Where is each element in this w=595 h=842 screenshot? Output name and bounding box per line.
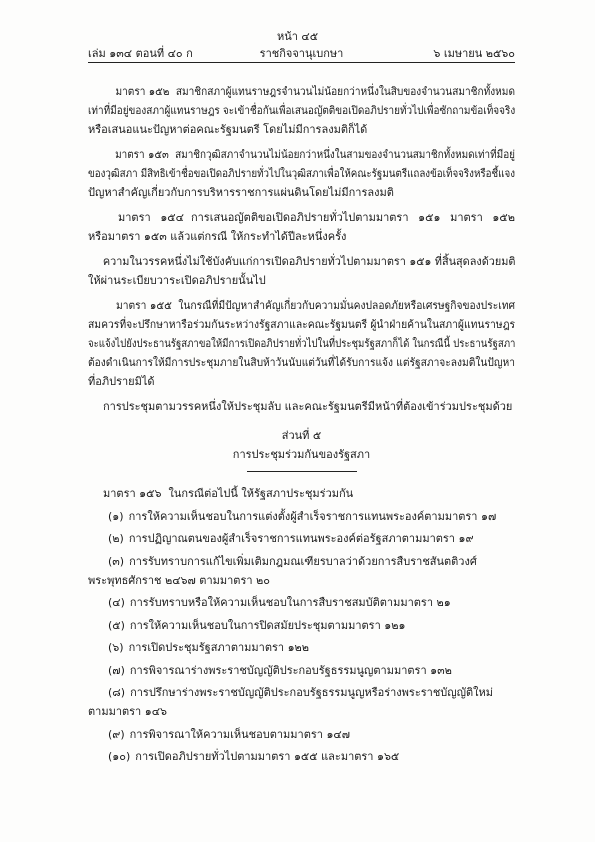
list-item [88,725,515,744]
text-line [88,661,515,680]
text-line: ต้องดำเนินการให้มีการประชุมภายในสิบห้าวันนับแต่วันที่ได้รับการแจ้ง แต่รัฐสภาจะลงมติในปัญหา [88,356,515,369]
section-number: มาตรา ๑๕๕ [115,299,172,312]
item-text: การปฏิญาณตนของผู้สำเร็จราชการแทนพระองค์ต่อรัฐสภาตามมาตรา ๑๙ [128,532,474,545]
text-line [88,552,515,571]
text-line [88,683,515,702]
item-text: การเปิดอภิปรายทั่วไปตามมาตรา ๑๕๕ และมาตรา ๑๖๕ [135,750,400,763]
text-line: ที่อภิปรายมิได้ [88,375,155,388]
item-text: การพิจารณาร่างพระราชบัญญัติประกอบรัฐธรรมนูญตามมาตรา ๑๓๒ [129,663,452,677]
part-title: การประชุมร่วมกันของรัฐสภา [232,448,371,461]
list-item [88,683,515,721]
paragraph [88,145,515,202]
item-text: การให้ความเห็นชอบในการปิดสมัยประชุมตามมาตรา ๑๒๑ [129,618,406,632]
item-text: การเปิดประชุมรัฐสภาตามมาตรา ๑๒๒ [128,641,310,654]
list-item [88,507,515,526]
text-line: เท่าที่มีอยู่ของสภาผู้แทนราษฎร จะเข้าชื่อกันเพื่อเสนอญัตติขอเปิดอภิปรายทั่วไปเพื่อซักถามข้อเท็จจริง [88,104,516,117]
item-number: (๙) [108,727,125,741]
text-line [88,484,515,503]
list-item [88,593,515,612]
publication-title: ราชกิจจานุเบกษา [259,47,344,60]
text-line: ให้ผ่านระเบียบวาระเปิดอภิปรายนั้นไป [88,274,266,287]
list-item [88,747,515,766]
section-155 [88,296,515,416]
section-156 [88,484,515,766]
section-text: ในกรณีต่อไปนี้ ให้รัฐสภาประชุมร่วมกัน [168,487,354,500]
item-number: (๖) [108,641,124,654]
part-heading [88,426,515,472]
item-text: การรับทราบการแก้ไขเพิ่มเติมกฎมณเฑียรบาลว่าด้วยการสืบราชสันตติวงศ์ [129,554,477,568]
item-number: (๒) [108,532,124,545]
section-152 [88,82,515,139]
item-number: (๘) [108,686,126,699]
item-text: การพิจารณาให้ความเห็นชอบตามมาตรา ๑๔๗ [129,727,351,741]
text-line [88,593,515,612]
item-number: (๔) [108,596,125,609]
item-number: (๑) [108,509,124,523]
list-item [88,661,515,680]
text-line: ตามมาตรา ๑๔๖ [88,705,168,718]
item-text: การปรึกษาร่างพระราชบัญญัติประกอบรัฐธรรมนูญหรือร่างพระราชบัญญัติใหม่ [130,686,494,699]
item-number: (๕) [108,618,125,632]
list-item [88,616,515,635]
text-line [88,507,515,526]
page-number: หน้า ๔๕ [276,30,319,43]
publication-date: ๖ เมษายน ๒๕๖๐ [433,47,515,60]
item-number: (๑๐) [108,750,131,763]
text-line [88,725,515,744]
section-text: ในกรณีที่มีปัญหาสำคัญเกี่ยวกับความมั่นคงปลอดภัยหรือเศรษฐกิจของประเทศ [178,299,515,312]
gazette-header [88,46,515,63]
paragraph [88,82,515,139]
section-number: มาตรา ๑๕๒ [115,85,170,98]
list-item [88,552,515,590]
text-line [88,747,515,766]
text-line [88,616,515,635]
text-line: จะแจ้งไปยังประธานรัฐสภาขอให้มีการเปิดอภิปรายทั่วไปในที่ประชุมรัฐสภาก็ได้ ในกรณีนี้ ประธานรัฐสภา [88,337,516,350]
section-154 [88,208,515,290]
section-number: มาตรา ๑๕๔ [118,211,184,224]
text-line: ปัญหาสำคัญเกี่ยวกับการบริหารราชการแผ่นดินโดยไม่มีการลงมติ [88,186,394,199]
text-line [88,208,515,227]
list-item [88,529,515,548]
section-text: การเสนอญัตติขอเปิดอภิปรายทั่วไปตามมาตรา ๑๕๑ มาตรา ๑๕๒ [190,211,515,224]
text-line [88,296,515,315]
section-153 [88,145,515,202]
part-number: ส่วนที่ ๕ [281,429,322,442]
document-body [88,76,515,766]
text-line: สมควรที่จะปรึกษาหารือร่วมกันระหว่างรัฐสภาและคณะรัฐมนตรี ผู้นำฝ่ายค้านในสภาผู้แทนราษฎร [88,318,516,331]
section-number: มาตรา ๑๕๓ [115,148,169,161]
paragraph [88,252,515,290]
section-text: สมาชิกสภาผู้แทนราษฎรจำนวนไม่น้อยกว่าหนึ่งในสิบของจำนวนสมาชิกทั้งหมด [175,85,515,98]
text-line: หรือมาตรา ๑๕๓ แล้วแต่กรณี ให้กระทำได้ปีละหนึ่งครั้ง [88,230,347,243]
volume-issue: เล่ม ๑๓๔ ตอนที่ ๔๐ ก [88,47,193,60]
text-line: การประชุมตามวรรคหนึ่งให้ประชุมลับ และคณะรัฐมนตรีมีหน้าที่ต้องเข้าร่วมประชุมด้วย [103,400,513,413]
item-number: (๓) [108,554,125,568]
text-line: ของวุฒิสภา มีสิทธิเข้าชื่อขอเปิดอภิปรายทั่วไปในวุฒิสภาเพื่อให้คณะรัฐมนตรีแถลงข้อเท็จจริงหรือชี้แจง [88,167,515,180]
section-text: สมาชิกวุฒิสภาจำนวนไม่น้อยกว่าหนึ่งในสามของจำนวนสมาชิกทั้งหมดเท่าที่มีอยู่ [175,148,515,161]
text-line: หรือเสนอแนะปัญหาต่อคณะรัฐมนตรี โดยไม่มีการลงมติก็ได้ [88,123,368,136]
text-line: ความในวรรคหนึ่งไม่ใช้บังคับแก่การเปิดอภิปรายทั่วไปตามมาตรา ๑๕๑ ที่สิ้นสุดลงด้วยมติ [102,255,516,268]
item-text: การให้ความเห็นชอบในการแต่งตั้งผู้สำเร็จราชการแทนพระองค์ตามมาตรา ๑๗ [128,509,497,523]
section-number: มาตรา ๑๕๖ [103,487,162,500]
text-line [88,638,515,657]
text-line: พระพุทธศักราช ๒๔๖๗ ตามมาตรา ๒๐ [88,573,270,587]
text-line [88,529,515,548]
paragraph [88,208,515,246]
item-text: การรับทราบหรือให้ความเห็นชอบในการสืบราชสมบัติตามมาตรา ๒๑ [129,596,451,609]
item-number: (๗) [108,663,125,677]
part-title-rule [247,471,357,472]
paragraph [88,397,515,416]
text-line [88,82,515,101]
text-line [88,145,515,164]
list-item [88,638,515,657]
paragraph [88,296,515,391]
